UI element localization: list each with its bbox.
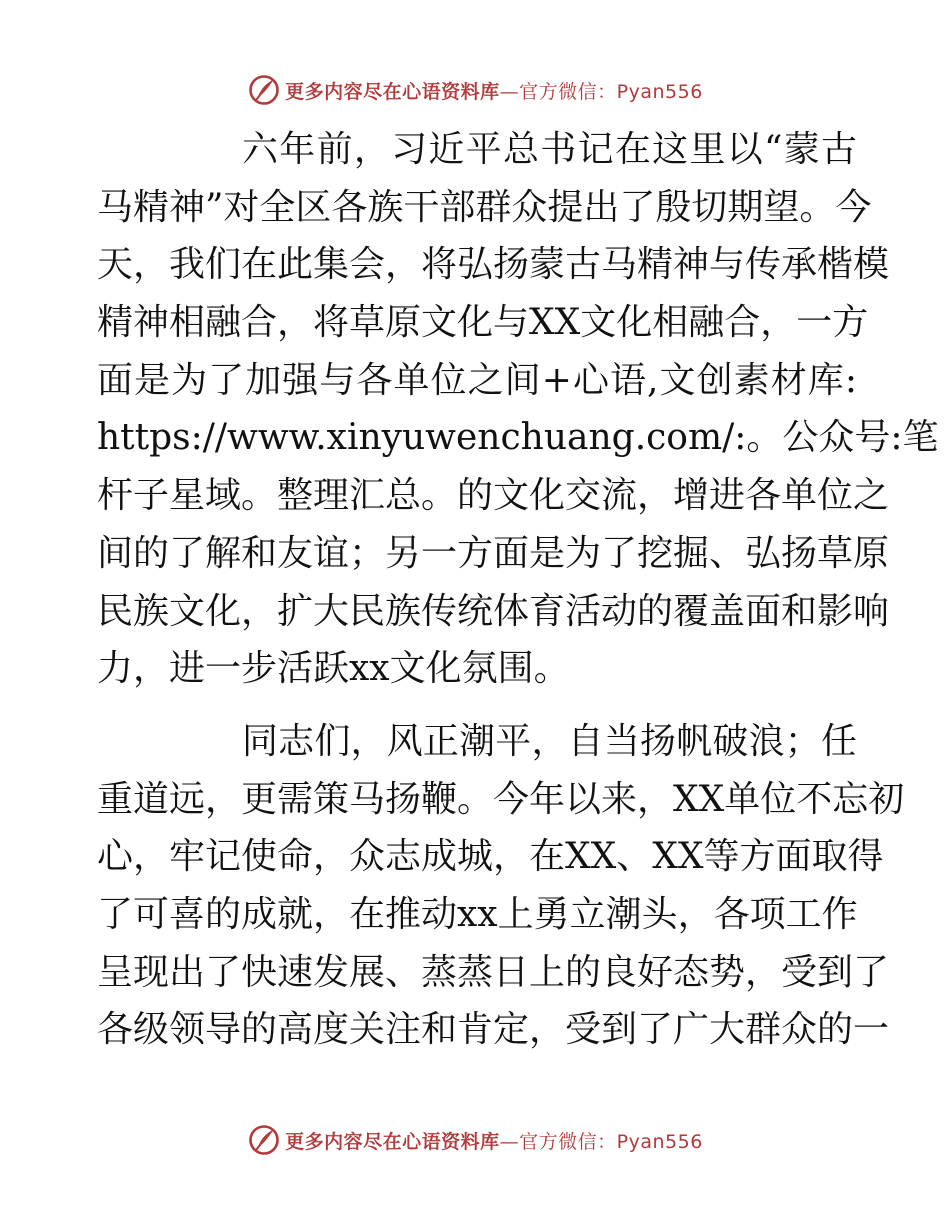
- text-line: 重道远，更需策马扬鞭。今年以来，XX单位不忘初: [97, 778, 905, 820]
- text-line: 间的了解和友谊；另一方面是为了挖掘、弘扬草原: [97, 532, 890, 574]
- text-line: 精神相融合，将草原文化与XX文化相融合，一方: [97, 302, 869, 344]
- footer-banner: [0, 1122, 950, 1158]
- text-line: 马精神”对全区各族干部群众提出了殷切期望。今: [97, 186, 872, 228]
- text-line: 同志们，风正潮平，自当扬帆破浪；任: [242, 720, 857, 762]
- text-line: 力，进一步活跃xx文化氛围。: [97, 648, 570, 690]
- paragraph-gap: [97, 698, 857, 713]
- text-line: 心，牢记使命，众志成城，在XX、XX等方面取得: [97, 836, 884, 878]
- document-body: [97, 121, 939, 1059]
- text-line: 面是为了加强与各单位之间+心语,文创素材库:: [97, 359, 857, 401]
- quill-logo-icon: [247, 1123, 281, 1157]
- footer-banner-text: 更多内容尽在心语资料库—官方微信：Pyan556: [285, 1130, 703, 1153]
- text-line: https://www.xinyuwenchuang.com/:。公众号:笔: [97, 417, 939, 459]
- header-banner-text: 更多内容尽在心语资料库—官方微信：Pyan556: [285, 80, 703, 103]
- text-line: 天，我们在此集会，将弘扬蒙古马精神与传承楷模: [97, 244, 890, 286]
- text-line: 了可喜的成就，在推动xx上勇立潮头，各项工作: [97, 893, 858, 935]
- paragraph-1: [97, 121, 939, 698]
- text-line: 民族文化，扩大民族传统体育活动的覆盖面和影响: [97, 590, 890, 632]
- header-banner: [0, 72, 950, 108]
- paragraph-2: [97, 713, 905, 1059]
- text-line: 各级领导的高度关注和肯定，受到了广大群众的一: [97, 1009, 890, 1051]
- text-line: 杆子星域。整理汇总。的文化交流，增进各单位之: [97, 475, 890, 517]
- text-line: 呈现出了快速发展、蒸蒸日上的良好态势，受到了: [97, 951, 890, 993]
- quill-logo-icon: [247, 73, 281, 107]
- text-line: 六年前，习近平总书记在这里以“蒙古: [242, 129, 857, 170]
